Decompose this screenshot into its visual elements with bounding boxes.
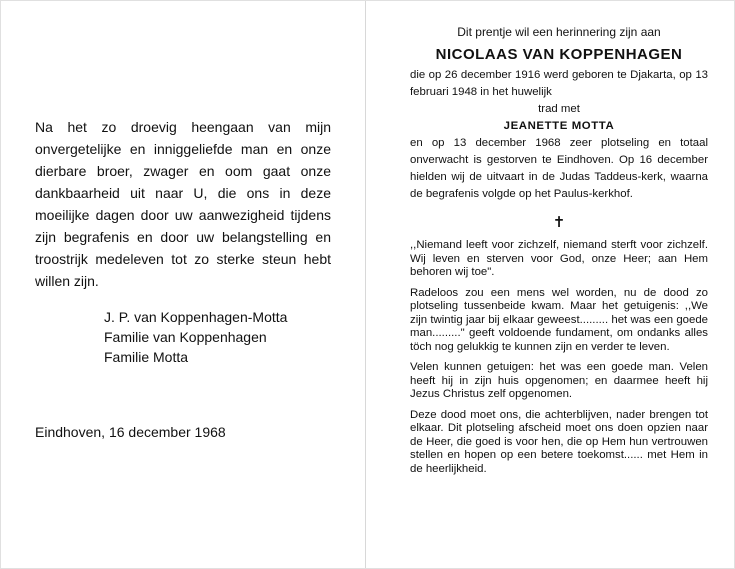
biography: [410, 67, 708, 203]
signatures: [104, 307, 287, 367]
bio-part-1: die op 26 december 1916 werd geboren te Djakarta, op 13 februari 1948 in het huwelijk: [410, 69, 708, 98]
bio-part-3: en op 13 december 1968 zeer plotseling en totaal onverwacht is gestorven te Eindhoven. Op 16 december hielden wij de uitvaart in de Judas Taddeus-kerk, waarna de begrafenis volgde op het Paulus-kerkhof.: [410, 137, 708, 200]
thanks-text: Na het zo droevig heengaan van mijn onvergetelijke en inniggeliefde man en onze dierbare broer, zwager en oom gaat onze dankbaarheid uit naar U, die ons in deze moeilijke dagen door uw aanwezigheid tijdens zijn begrafenis en door uw belangstelling en troostrijk medeleven tot zo sterke steun hebt willen zijn.: [35, 119, 331, 289]
signature-line: Familie van Koppenhagen: [104, 329, 267, 345]
left-panel: [0, 0, 366, 569]
quote-paragraph: Radeloos zou een mens wel worden, nu de dood zo plotseling tussenbeide kwam. Maar het getuigenis: ,,We zijn twintig jaar bij elkaar geweest......... het was een goede man........." geeft voldoende fundament, om ondanks alles töch nog gelukkig te kunnen zijn en verder te leven.: [410, 286, 708, 353]
signature-line: Familie Motta: [104, 349, 189, 365]
right-panel: [410, 24, 708, 483]
quote-paragraph: Deze dood moet ons, die achterblijven, nader brengen tot elkaar. Dit plotseling afscheid moet ons doen opzien naar de Heer, die goed is voor hen, die op Hem hun vertrouwen stellen en hopen op een betere toekomst...... met Hem in de heerlijkheid.: [410, 408, 708, 475]
place-date: Eindhoven, 16 december 1968: [35, 424, 226, 440]
intro-line: Dit prentje wil een herinnering zijn aan: [457, 25, 661, 39]
spouse-name: JEANETTE MOTTA: [503, 120, 615, 132]
quote-paragraph: Velen kunnen getuigen: het was een goede man. Velen heeft hij in zijn huis opgenomen; en daarmee heeft hij Jezus Christus zelf opgenomen.: [410, 361, 708, 400]
signature-line: J. P. van Koppenhagen-Motta: [104, 309, 288, 325]
deceased-name: NICOLAAS VAN KOPPENHAGEN: [435, 46, 683, 63]
cross-icon: ✝: [552, 214, 566, 231]
bio-part-2: trad met: [538, 103, 580, 115]
quote-paragraph: ,,Niemand leeft voor zichzelf, niemand sterft voor zichzelf. Wij leven en sterven voor God, onze Heer; aan Hem behoren wij toe".: [410, 239, 708, 278]
